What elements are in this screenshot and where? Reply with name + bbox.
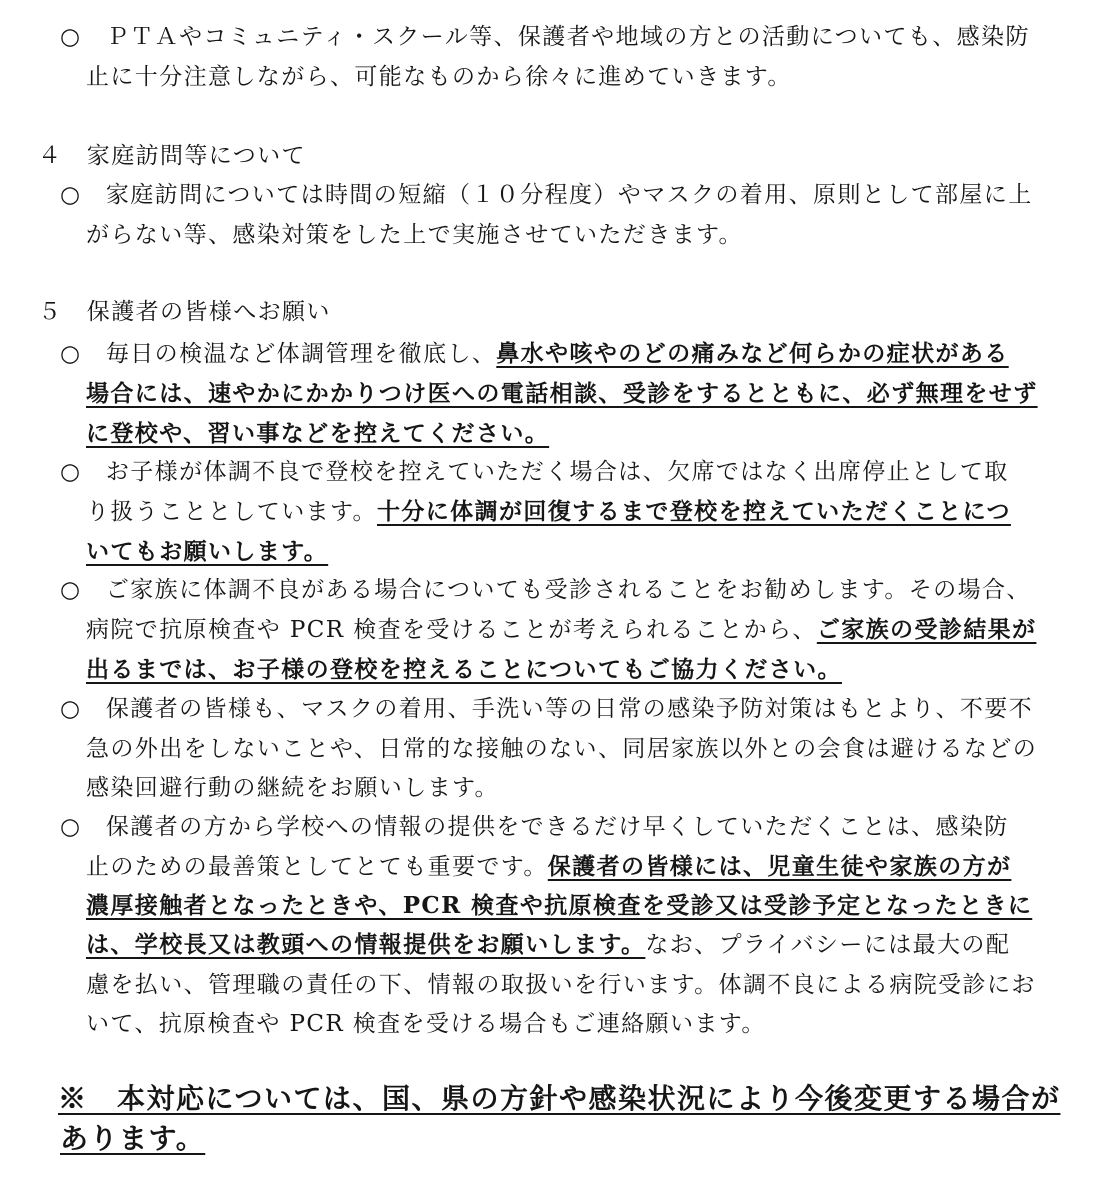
policy-change-note-line-1: ※ 本対応については、国、県の方針や感染状況により今後変更する場合が — [58, 1082, 1061, 1115]
health-check-text: ○ 毎日の検温など体調管理を徹底し、 — [60, 341, 497, 367]
family-illness-text: 病院で抗原検査や PCR 検査を受けることが考えられることから、 — [86, 617, 817, 643]
prevention-line-3: 感染回避行動の継続をお願いします。 — [86, 775, 499, 801]
section-5-heading: ５ 保護者の皆様へお願い — [38, 299, 331, 325]
absence-line-3: いてもお願いします。 — [86, 538, 329, 565]
health-check-line-3: に登校や、習い事などを控えてください。 — [86, 420, 550, 447]
absence-text: り扱うこととしています。 — [86, 499, 377, 525]
prevention-line-2: 急の外出をしないことや、日常的な接触のない、同居家族以外との会食は避けるなどの — [86, 736, 1038, 762]
info-sharing-line-1: ○ 保護者の方から学校への情報の提供をできるだけ早くしていただくことは、感染防 — [60, 814, 1009, 840]
absence-line-2 — [86, 496, 1011, 528]
info-sharing-line-4 — [86, 929, 1010, 961]
symptom-warning-text: 鼻水や咳やのどの痛みなど何らかの症状がある — [496, 340, 1009, 367]
section-4-heading: ４ 家庭訪問等について — [38, 143, 306, 169]
home-visit-line-1: ○ 家庭訪問については時間の短縮（１０分程度）やマスクの着用、原則として部屋に上 — [60, 182, 1033, 208]
recovery-request-text: 十分に体調が回復するまで登校を控えていただくことにつ — [376, 498, 1011, 525]
info-sharing-line-2 — [86, 851, 1011, 883]
family-result-request-text: ご家族の受診結果が — [816, 616, 1037, 643]
family-illness-line-1: ○ ご家族に体調不良がある場合についても受診されることをお勧めします。その場合、 — [60, 577, 1031, 603]
report-request-text-2: は、学校長又は教頭への情報提供をお願いします。 — [86, 931, 646, 958]
info-sharing-line-5: 慮を払い、管理職の責任の下、情報の取扱いを行います。体調不良による病院受診にお — [86, 972, 1036, 998]
info-sharing-line-3: 濃厚接触者となったときや、PCR 検査や抗原検査を受診又は受診予定となったときに — [86, 892, 1033, 919]
absence-line-1: ○ お子様が体調不良で登校を控えていただく場合は、欠席ではなく出席停止として取 — [60, 459, 1009, 485]
family-illness-line-3: 出るまでは、お子様の登校を控えることについてもご協力ください。 — [86, 656, 842, 683]
pta-activities-line-2: 止に十分注意しながら、可能なものから徐々に進めていきます。 — [86, 64, 792, 90]
health-check-line-1 — [60, 338, 1009, 370]
report-request-text-1: 保護者の皆様には、児童生徒や家族の方が — [547, 853, 1012, 880]
info-sharing-text: 止のための最善策としてとても重要です。 — [86, 854, 548, 880]
prevention-line-1: ○ 保護者の皆様も、マスクの着用、手洗い等の日常の感染予防対策はもとより、不要不 — [60, 696, 1034, 722]
privacy-text: なお、プライバシーには最大の配 — [645, 932, 1011, 958]
family-illness-line-2 — [86, 614, 1036, 646]
policy-change-note-line-2: あります。 — [60, 1122, 206, 1155]
pta-activities-line-1: ○ ＰＴＡやコミュニティ・スクール等、保護者や地域の方との活動についても、感染防 — [60, 24, 1030, 50]
info-sharing-line-6: いて、抗原検査や PCR 検査を受ける場合もご連絡願います。 — [86, 1011, 766, 1037]
health-check-line-2: 場合には、速やかにかかりつけ医への電話相談、受診をするとともに、必ず無理をせず — [86, 380, 1038, 407]
home-visit-line-2: がらない等、感染対策をした上で実施させていただきます。 — [86, 222, 743, 248]
